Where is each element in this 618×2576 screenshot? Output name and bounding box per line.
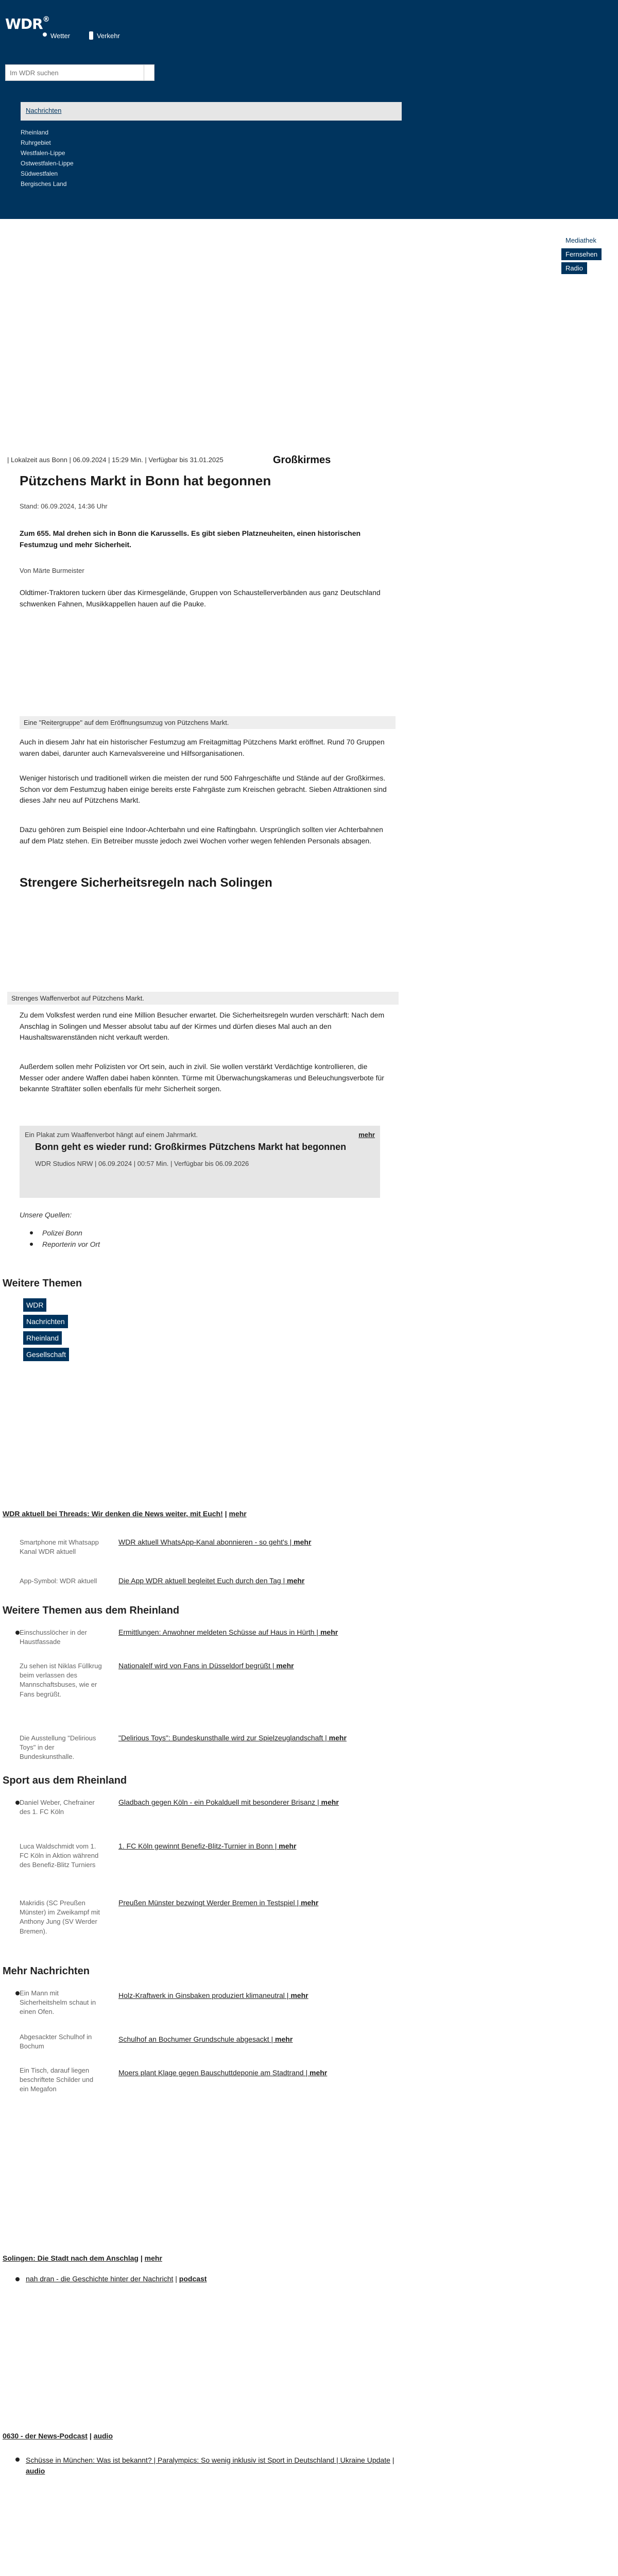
article-paragraph: Oldtimer-Traktoren tuckern über das Kirmesgelände, Gruppen von Schaustellerverbänden aus ganz Deutschland schwenken Fahnen, Musikkappellen hauen auf die Pauke. bbox=[20, 588, 381, 608]
section-heading: Strengere Sicherheitsregeln nach Solingen bbox=[20, 876, 272, 890]
teaser-link[interactable]: Die App WDR aktuell begleitet Euch durch den Tag | mehr bbox=[118, 1577, 305, 1585]
image-alt: Ein Tisch, darauf liegen beschriftete Schilder und ein Megafon bbox=[20, 2066, 94, 2093]
wdr-logo[interactable]: WDR® bbox=[5, 15, 49, 32]
video-dateline: | Lokalzeit aus Bonn | 06.09.2024 | 15:29 Min. | Verfügbar bis 31.01.2025 bbox=[7, 456, 224, 464]
nav-mediathek[interactable]: Mediathek bbox=[565, 236, 596, 244]
source-item: Reporterin vor Ort bbox=[42, 1240, 100, 1248]
related-video-box[interactable] bbox=[20, 1126, 380, 1198]
topic-chip[interactable]: Gesellschaft bbox=[23, 1348, 69, 1361]
podcast-link[interactable]: nah dran - die Geschichte hinter der Nachricht | podcast bbox=[26, 2275, 207, 2283]
bullet bbox=[15, 2277, 20, 2281]
related-image-alt: Ein Plakat zum Waaffenverbot hängt auf einem Jahrmarkt. bbox=[25, 1131, 198, 1139]
teaser-link[interactable]: Moers plant Klage gegen Bauschuttdeponie am Stadtrand | mehr bbox=[118, 2069, 328, 2077]
article-paragraph: Außerdem sollen mehr Polizisten vor Ort sein, auch in zivil. Sie wollen verstärkt Verdächtige kontrollieren, die Messer oder andere Waffen dabei haben könnten. Türme mit Überwachungskameras und Beleuchungsverbote für bekannte Straftäter sollen ebenfalls für mehr Sicherheit sorgen. bbox=[20, 1062, 384, 1093]
traffic-icon bbox=[88, 31, 95, 40]
weather-icon bbox=[41, 31, 48, 40]
podcast-heading[interactable]: 0630 - der News-Podcast | audio bbox=[3, 2432, 113, 2440]
search-input[interactable] bbox=[5, 64, 144, 81]
nav-radio[interactable]: Radio bbox=[561, 262, 613, 274]
more-topics-title: Weitere Themen bbox=[3, 1278, 82, 1289]
article-teaser: Zum 655. Mal drehen sich in Bonn die Karussells. Es gibt sieben Platzneuheiten, einen historischen Festumzug und mehr Sicherheit. bbox=[20, 529, 361, 549]
related-title: Bonn geht es wieder rund: Großkirmes Pützchens Markt hat begonnen bbox=[35, 1142, 347, 1152]
article-paragraph: Auch in diesem Jahr hat ein historischer Festumzug am Freitagmittag Pützchens Markt eröffnet. Rund 70 Gruppen waren dabei, darunter auch Karnevalsvereine und Hilfsorganisationen. bbox=[20, 738, 385, 757]
site-header bbox=[0, 0, 618, 219]
image-alt: Die Ausstellung "Delirious Toys" in der Bundeskunsthalle. bbox=[20, 1734, 96, 1761]
nav-item-nachrichten[interactable]: Nachrichten bbox=[26, 107, 62, 114]
image-alt: App-Symbol: WDR aktuell bbox=[20, 1577, 97, 1585]
image-alt: Daniel Weber, Chefrainer des 1. FC Köln bbox=[20, 1799, 95, 1816]
weather-link[interactable]: Wetter bbox=[41, 31, 70, 40]
related-more[interactable]: mehr bbox=[358, 1131, 375, 1139]
image-caption: Eine "Reitergruppe" auf dem Eröffnungsumzug von Pützchens Markt. bbox=[20, 716, 396, 729]
related-meta: WDR Studios NRW | 06.09.2024 | 00:57 Min. | Verfügbar bis 06.09.2026 bbox=[35, 1160, 249, 1167]
teaser-link[interactable]: Ermittlungen: Anwohner meldeten Schüsse auf Haus in Hürth | mehr bbox=[118, 1628, 338, 1636]
image-alt: Smartphone mit Whatsapp Kanal WDR aktuell bbox=[20, 1538, 99, 1556]
nav-sub-item[interactable]: Westfalen-Lippe bbox=[21, 149, 65, 157]
image-alt: Makridis (SC Preußen Münster) im Zweikampf mit Anthony Jung (SV Werder Bremen). bbox=[20, 1899, 100, 1935]
podcast-link[interactable]: Schüsse in München: Was ist bekannt? | Paralympics: So wenig inklusiv ist Sport in Deutschland | Ukraine Update | audio bbox=[26, 2456, 394, 2475]
bullet bbox=[15, 2458, 20, 2462]
article-author: Von Märte Burmeister bbox=[20, 567, 84, 574]
search-form bbox=[5, 64, 154, 81]
teaser-link[interactable]: Gladbach gegen Köln - ein Pokalduell mit besonderer Brisanz | mehr bbox=[118, 1798, 339, 1806]
image-alt: Abgesackter Schulhof in Bochum bbox=[20, 2033, 92, 2050]
topic-chips bbox=[23, 1298, 69, 1364]
topic-chip[interactable]: Rheinland bbox=[23, 1331, 69, 1345]
image-alt: Zu sehen ist Niklas Füllkrug beim verlassen des Mannschaftsbuses, wie er Fans begrüßt. bbox=[20, 1662, 102, 1698]
teaser-link[interactable]: Preußen Münster bezwingt Werder Bremen in Testspiel | mehr bbox=[118, 1899, 319, 1907]
nav-sub-item[interactable]: Ostwestfalen-Lippe bbox=[21, 160, 74, 167]
topic-label: Großkirmes bbox=[273, 454, 331, 466]
bullet bbox=[30, 1243, 33, 1246]
nav-sub-item[interactable]: Bergisches Land bbox=[21, 180, 67, 188]
nav-sub-item[interactable]: Rheinland bbox=[21, 129, 49, 136]
sources-label: Unsere Quellen: bbox=[20, 1211, 72, 1219]
article-stand: Stand: 06.09.2024, 14:36 Uhr bbox=[20, 502, 108, 510]
article-paragraph: Dazu gehören zum Beispiel eine Indoor-Achterbahn und eine Raftingbahn. Ursprünglich sollten vier Achterbahnen auf dem Platz stehen. Ein Betreiber musste jedoch zwei Wochen vorher wegen fehlenden Personals absagen. bbox=[20, 825, 383, 845]
nav-sub-item[interactable]: Ruhrgebiet bbox=[21, 139, 51, 146]
image-alt: Ein Mann mit Sicherheitshelm schaut in einen Ofen. bbox=[20, 1989, 96, 2016]
article-paragraph: Zu dem Volksfest werden rund eine Million Besucher erwartet. Die Sicherheitsregeln wurden verschärft: Nach dem Anschlag in Solingen und Messer absolut tabu auf der Kirmes und dürfen dieses Mal auch an den Haushaltswarenständen nicht verkauft werden. bbox=[20, 1011, 385, 1042]
bullet bbox=[30, 1231, 33, 1234]
news-title: Mehr Nachrichten bbox=[3, 1965, 90, 1977]
nav-fernsehen[interactable]: Fernsehen bbox=[561, 248, 613, 260]
image-alt: Einschusslöcher in der Haustfassade bbox=[20, 1629, 87, 1646]
bullet bbox=[15, 1801, 20, 1805]
bullet bbox=[15, 1631, 20, 1635]
bullet bbox=[15, 1991, 20, 1995]
sport-title: Sport aus dem Rheinland bbox=[3, 1775, 127, 1786]
main-nav bbox=[21, 102, 402, 121]
image-alt: Luca Waldschmidt vom 1. FC Köln in Aktion während des Benefiz-Blitz Turniers bbox=[20, 1842, 99, 1869]
solingen-heading[interactable]: Solingen: Die Stadt nach dem Anschlag | mehr bbox=[3, 2254, 162, 2262]
page-title: Pützchens Markt in Bonn hat begonnen bbox=[20, 473, 271, 488]
rheinland-title: Weitere Themen aus dem Rheinland bbox=[3, 1605, 180, 1616]
teaser-link[interactable]: "Delirious Toys": Bundeskunsthalle wird zur Spielzeuglandschaft | mehr bbox=[118, 1734, 347, 1742]
threads-heading[interactable]: WDR aktuell bei Threads: Wir denken die News weiter, mit Euch! | mehr bbox=[3, 1510, 247, 1518]
source-item: Polizei Bonn bbox=[42, 1229, 82, 1237]
nav-sub-item[interactable]: Südwestfalen bbox=[21, 170, 58, 177]
article-paragraph: Weniger historisch und traditionell wirken die meisten der rund 500 Fahrgeschäfte und Stände auf der Großkirmes. Schon vor dem Festumzug haben einige bereits erste Fahrgäste zum Kreischen gebracht. Sieben Attraktionen sind dieses Jahr neu auf Pützchens Markt. bbox=[20, 774, 387, 805]
teaser-link[interactable]: WDR aktuell WhatsApp-Kanal abonnieren - so geht's | mehr bbox=[118, 1538, 312, 1546]
topic-chip[interactable]: WDR bbox=[23, 1298, 69, 1312]
search-button[interactable] bbox=[144, 64, 154, 81]
teaser-link[interactable]: Schulhof an Bochumer Grundschule abgesackt | mehr bbox=[118, 2035, 293, 2043]
media-nav bbox=[561, 234, 613, 276]
topic-chip[interactable]: Nachrichten bbox=[23, 1315, 69, 1328]
content-area bbox=[5, 227, 402, 2576]
traffic-link[interactable]: Verkehr bbox=[88, 31, 120, 40]
teaser-link[interactable]: Holz-Kraftwerk in Ginsbaken produziert klimaneutral | mehr bbox=[118, 1991, 308, 1999]
teaser-link[interactable]: 1. FC Köln gewinnt Benefiz-Blitz-Turnier in Bonn | mehr bbox=[118, 1842, 297, 1850]
teaser-link[interactable]: Nationalelf wird von Fans in Düsseldorf begrüßt | mehr bbox=[118, 1662, 294, 1670]
image-caption: Strenges Waffenverbot auf Pützchens Markt. bbox=[7, 992, 399, 1005]
